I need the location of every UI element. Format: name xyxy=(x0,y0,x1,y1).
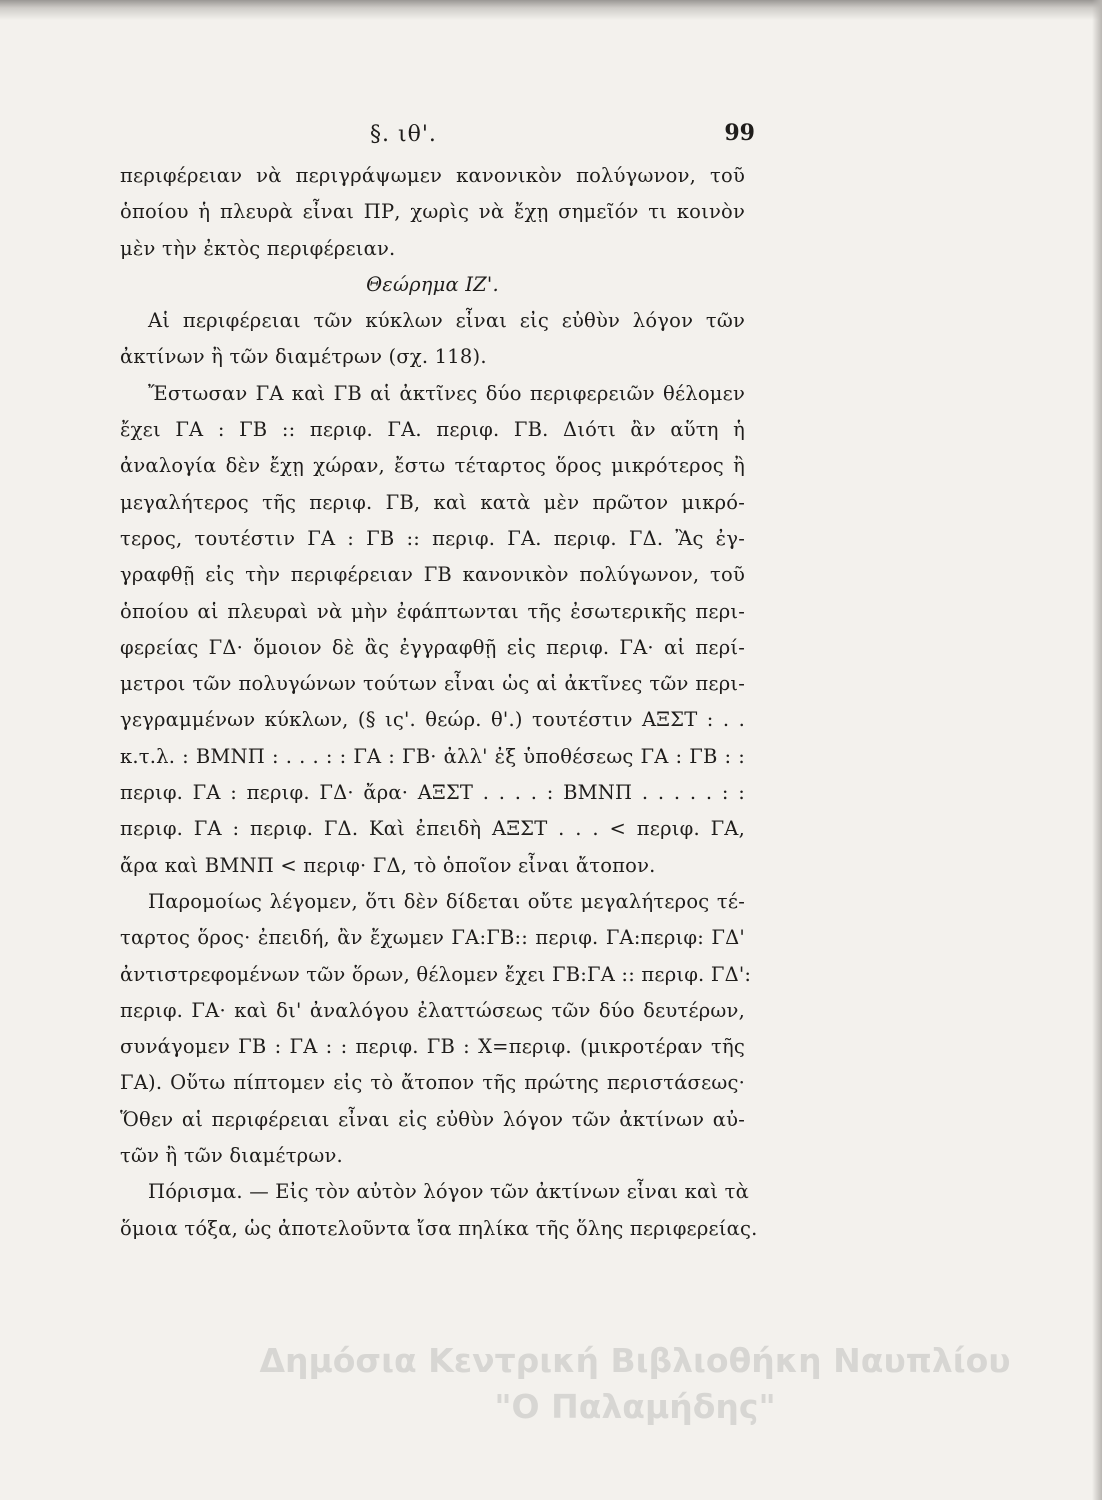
text-line: ἔχει ΓΑ : ΓΒ :: περιφ. ΓΑ. περιφ. ΓΒ. Διότι ἂν αὕτη ἡ xyxy=(120,418,745,442)
text-line: ἄρα καὶ ΒΜΝΠ < περιφ· ΓΔ, τὸ ὁποῖον εἶναι ἄτοπον. xyxy=(120,853,656,877)
book-page xyxy=(120,110,758,1247)
text-line: ἀκτίνων ἢ τῶν διαμέτρων (σχ. 118). xyxy=(120,345,487,369)
text-line: γραφθῇ εἰς τὴν περιφέρειαν ΓΒ κανονικὸν πολύγωνον, τοῦ xyxy=(120,563,745,587)
page-top-edge-shadow xyxy=(0,0,1102,20)
text-line: μὲν τὴν ἐκτὸς περιφέρειαν. xyxy=(120,236,396,260)
text-line: τῶν ἢ τῶν διαμέτρων. xyxy=(120,1144,343,1168)
page-number: 99 xyxy=(724,120,755,146)
section-marker: §. ιθ'. xyxy=(370,122,437,147)
text-line: συνάγομεν ΓΒ : ΓΑ : : περιφ. ΓΒ : Χ=περιφ. (μικροτέραν τῆς xyxy=(120,1035,745,1059)
theorem-heading: Θεώρημα ΙΖ'. xyxy=(366,272,499,296)
text-line: μεγαλήτερος τῆς περιφ. ΓΒ, καὶ κατὰ μὲν πρῶτον μικρό- xyxy=(120,490,745,514)
text-line: περιφ. ΓΑ : περιφ. ΓΔ· ἄρα· ΑΞΣΤ . . . . : ΒΜΝΠ . . . . . : : xyxy=(120,781,745,805)
text-line: ΓΑ). Οὕτω πίπτομεν εἰς τὸ ἄτοπον τῆς πρώτης περιστάσεως· xyxy=(120,1071,745,1095)
text-line: ἀντιστρεφομένων τῶν ὅρων, θέλομεν ἔχει ΓΒ:ΓΑ :: περιφ. ΓΔ': xyxy=(120,962,752,986)
page-right-edge-shadow xyxy=(1092,0,1102,1500)
running-header xyxy=(120,110,755,158)
watermark-line-2: "Ο Παλαμήδης" xyxy=(494,1387,776,1426)
text-line: περιφ. ΓΑ : περιφ. ΓΔ. Καὶ ἐπειδὴ ΑΞΣΤ . . . < περιφ. ΓΑ, xyxy=(120,817,745,841)
text-line: γεγραμμένων κύκλων, (§ ις'. θεώρ. θ'.) τουτέστιν ΑΞΣΤ : . . xyxy=(120,708,745,732)
text-body xyxy=(120,158,758,1247)
text-line: ὅμοια τόξα, ὡς ἀποτελοῦντα ἴσα πηλίκα τῆς ὅλης περιφερείας. xyxy=(120,1216,758,1240)
text-line: κ.τ.λ. : ΒΜΝΠ : . . . : : ΓΑ : ΓΒ· ἀλλ' ἐξ ὑποθέσεως ΓΑ : ΓΒ : : xyxy=(120,744,745,768)
text-line: τερος, τουτέστιν ΓΑ : ΓΒ :: περιφ. ΓΑ. περιφ. ΓΔ. Ἂς ἐγ- xyxy=(120,526,745,550)
corollary-line: Πόρισμα. — Εἰς τὸν αὐτὸν λόγον τῶν ἀκτίνων εἶναι καὶ τὰ xyxy=(148,1180,749,1204)
text-line: ὁποίου αἱ πλευραὶ νὰ μὴν ἐφάπτωνται τῆς ἐσωτερικῆς περι- xyxy=(120,599,745,623)
text-line: Παρομοίως λέγομεν, ὅτι δὲν δίδεται οὔτε μεγαλήτερος τέ- xyxy=(148,889,745,913)
text-line: Ὅθεν αἱ περιφέρειαι εἶναι εἰς εὐθὺν λόγον τῶν ἀκτίνων αὐ- xyxy=(120,1107,745,1131)
watermark-line-1: Δημόσια Κεντρική Βιβλιοθήκη Ναυπλίου xyxy=(259,1341,1011,1380)
text-line: Αἱ περιφέρειαι τῶν κύκλων εἶναι εἰς εὐθὺν λόγον τῶν xyxy=(148,309,745,333)
text-line: Ἔστωσαν ΓΑ καὶ ΓΒ αἱ ἀκτῖνες δύο περιφερειῶν θέλομεν xyxy=(148,381,745,405)
text-line: φερείας ΓΔ· ὅμοιον δὲ ἂς ἐγγραφθῇ εἰς περιφ. ΓΑ· αἱ περί- xyxy=(120,635,745,659)
text-line: ὁποίου ἡ πλευρὰ εἶναι ΠΡ, χωρὶς νὰ ἔχῃ σημεῖόν τι κοινὸν xyxy=(120,200,745,224)
text-line: περιφέρειαν νὰ περιγράψωμεν κανονικὸν πολύγωνον, τοῦ xyxy=(120,164,745,187)
text-line: μετροι τῶν πολυγώνων τούτων εἶναι ὡς αἱ ἀκτῖνες τῶν περι- xyxy=(120,672,745,696)
text-line: ταρτος ὅρος· ἐπειδή, ἂν ἔχωμεν ΓΑ:ΓΒ:: περιφ. ΓΑ:περιφ: ΓΔ' xyxy=(120,926,745,950)
library-watermark xyxy=(255,1338,1015,1430)
text-line: ἀναλογία δὲν ἔχῃ χώραν, ἔστω τέταρτος ὅρος μικρότερος ἢ xyxy=(120,454,745,478)
text-line: περιφ. ΓΑ· καὶ δι' ἀναλόγου ἐλαττώσεως τῶν δύο δευτέρων, xyxy=(120,998,745,1022)
